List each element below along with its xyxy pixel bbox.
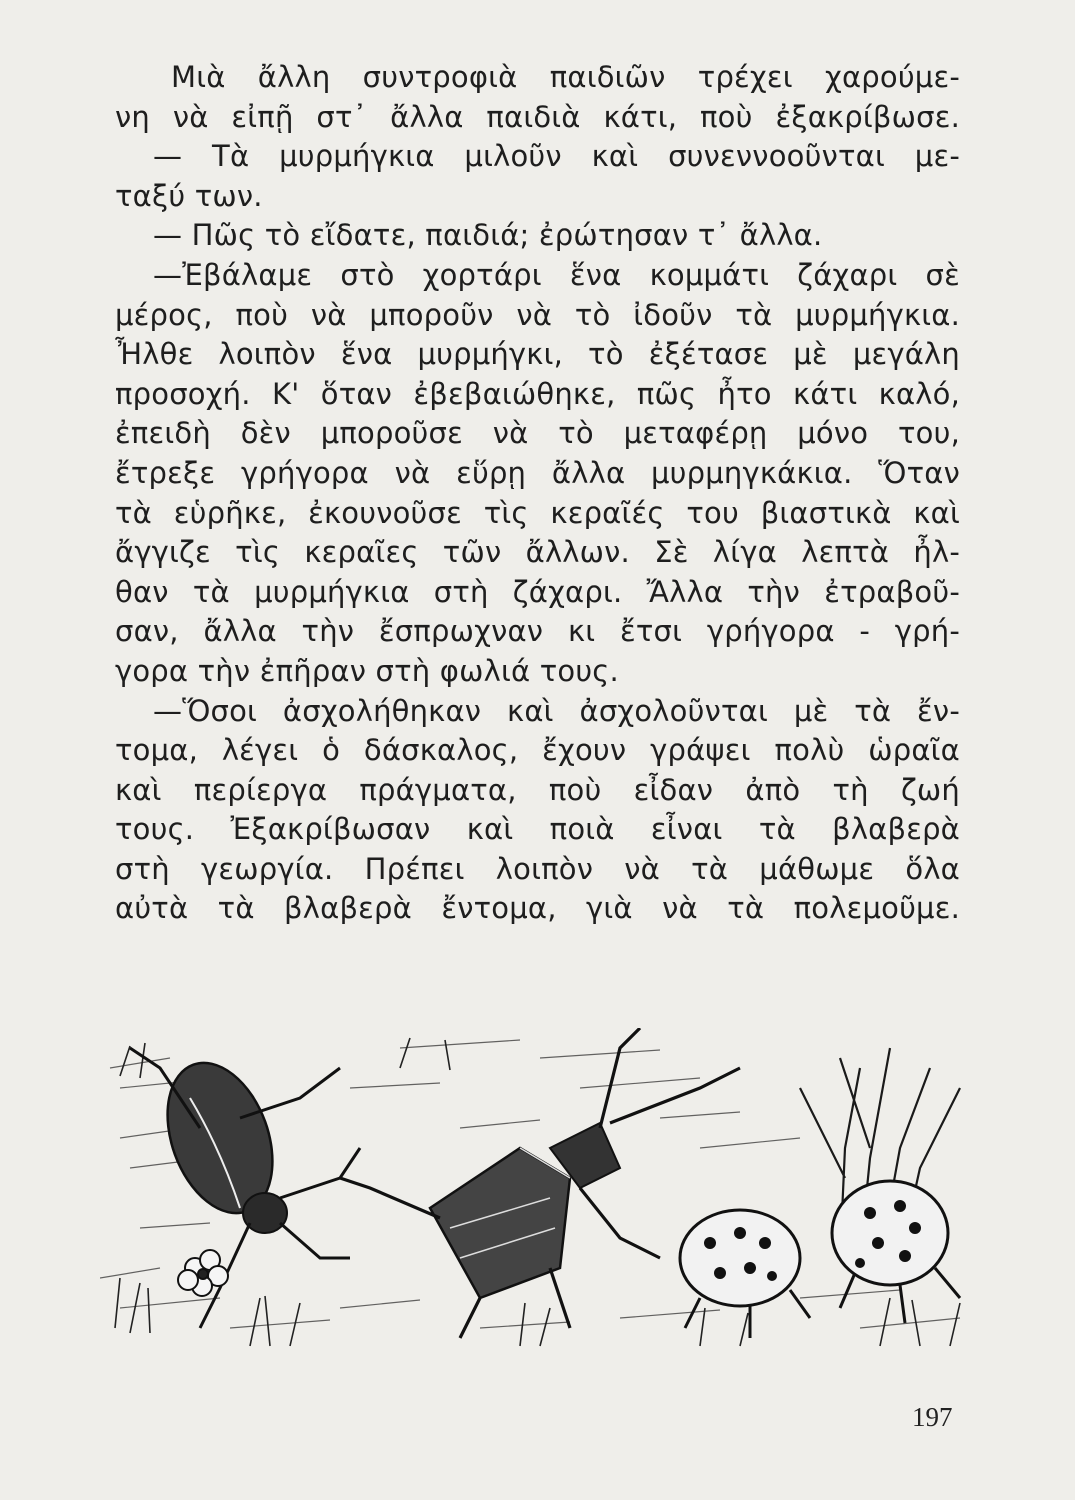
text-line: σαν, ἄλλα τὴν ἔσπρωχναν κι ἔτσι γρήγορα - γρή-	[115, 614, 960, 649]
beetle-left	[130, 1048, 360, 1328]
text-line: νη νὰ εἰπῇ στ᾽ ἄλλα παιδιὰ κάτι, ποὺ ἐξακρίβωσε.	[115, 99, 960, 134]
text-line: — Τὰ μυρμήγκια μιλοῦν καὶ συνεννοοῦνται με-	[153, 139, 960, 174]
text-line: Μιὰ ἄλλη συντροφιὰ παιδιῶν τρέχει χαρούμε-	[171, 60, 960, 94]
beetle-middle	[340, 1028, 740, 1338]
text-line: ἔτρεξε γρήγορα νὰ εὕρῃ ἄλλα μυρμηγκάκια. Ὅταν	[115, 455, 960, 490]
body-text	[115, 58, 960, 929]
text-line: ἐπειδὴ δὲν μποροῦσε νὰ τὸ μεταφέρῃ μόνο του,	[115, 416, 960, 451]
text-line: —Ὅσοι ἀσχολήθηκαν καὶ ἀσχολοῦνται μὲ τὰ ἔν-	[153, 693, 960, 728]
text-line: προσοχή. Κ' ὅταν ἐβεβαιώθηκε, πῶς ἦτο κάτι καλό,	[115, 376, 960, 411]
insect-illustration	[100, 1028, 978, 1350]
text-line: θαν τὰ μυρμήγκια στὴ ζάχαρι. Ἄλλα τὴν ἐτραβοῦ-	[115, 574, 960, 609]
text-line: — Πῶς τὸ εἴδατε, παιδιά; ἐρώτησαν τ᾽ ἄλλα.	[153, 218, 823, 253]
ladybug-right	[832, 1181, 960, 1323]
text-line: αὐτὰ τὰ βλαβερὰ ἔντομα, γιὰ νὰ τὰ πολεμοῦμε.	[115, 891, 960, 926]
text-line: τους. Ἐξακρίβωσαν καὶ ποιὰ εἶναι τὰ βλαβερὰ	[115, 812, 960, 847]
text-line: καὶ περίεργα πράγματα, ποὺ εἶδαν ἀπὸ τὴ ζωή	[115, 772, 960, 807]
text-line: τομα, λέγει ὁ δάσκαλος, ἔχουν γράψει πολὺ ὡραῖα	[115, 733, 960, 768]
text-line: ἄγγιζε τὶς κεραῖες τῶν ἄλλων. Σὲ λίγα λεπτὰ ἦλ-	[115, 535, 960, 570]
insects-drawing	[100, 1028, 978, 1350]
text-line: ταξύ των.	[115, 178, 263, 213]
page-number: 197	[912, 1402, 953, 1432]
ladybug-left	[680, 1210, 810, 1338]
text-line: γορα τὴν ἐπῆραν στὴ φωλιά τους.	[115, 653, 619, 688]
text-line: Ἦλθε λοιπὸν ἕνα μυρμήγκι, τὸ ἐξέτασε μὲ μεγάλη	[115, 337, 960, 372]
text-line: —Ἐβάλαμε στὸ χορτάρι ἕνα κομμάτι ζάχαρι σὲ	[153, 257, 960, 292]
text-line: στὴ γεωργία. Πρέπει λοιπὸν νὰ τὰ μάθωμε ὅλα	[115, 851, 960, 886]
text-line: μέρος, ποὺ νὰ μποροῦν νὰ τὸ ἰδοῦν τὰ μυρμήγκια.	[115, 297, 960, 332]
text-line: τὰ εὑρῆκε, ἐκουνοῦσε τὶς κεραῖές του βιαστικὰ καὶ	[115, 495, 960, 530]
